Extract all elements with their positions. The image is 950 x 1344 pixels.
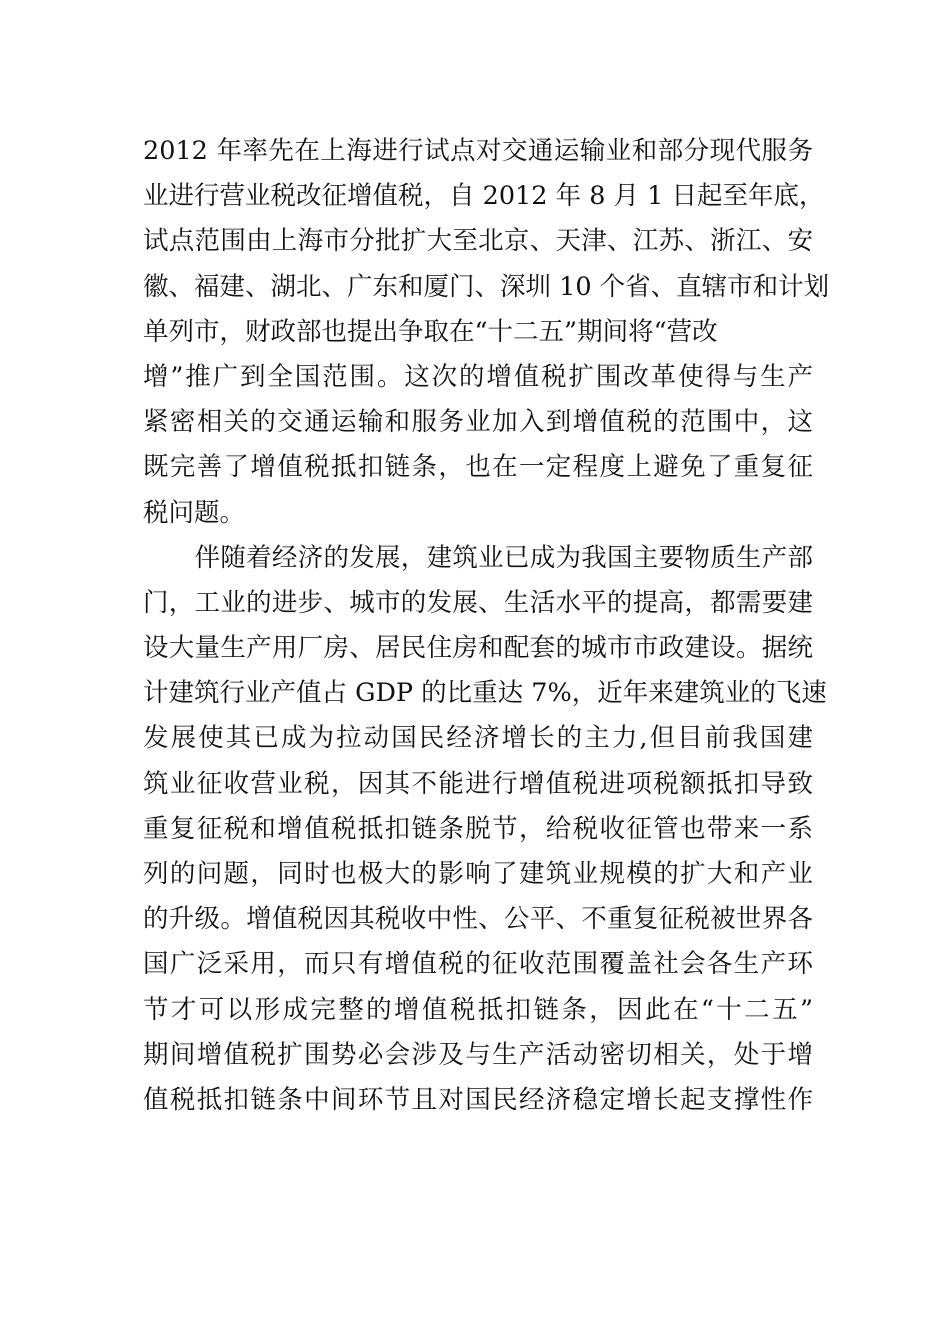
text-line: 单列市，财政部也提出争取在“十二五”期间将“营改 bbox=[143, 316, 718, 347]
paragraph-2 bbox=[143, 536, 827, 1123]
text-line: 国广泛采用，而只有增值税的征收范围覆盖社会各生产环 bbox=[143, 949, 813, 980]
text-line: 计建筑行业产值占 GDP 的比重达 7%，近年来建筑业的飞速 bbox=[143, 678, 827, 709]
text-line: 试点范围由上海市分批扩大至北京、天津、江苏、浙江、安 bbox=[143, 226, 813, 257]
text-line: 门，工业的进步、城市的发展、生活水平的提高，都需要建 bbox=[143, 587, 813, 618]
text-line: 业进行营业税改征增值税，自 2012 年 8 月 1 日起至年底， bbox=[143, 181, 825, 212]
text-line: 期间增值税扩围势必会涉及与生产活动密切相关，处于增 bbox=[143, 1039, 813, 1070]
text-line: 列的问题，同时也极大的影响了建筑业规模的扩大和产业 bbox=[143, 859, 813, 889]
text-line: 徽、福建、湖北、广东和厦门、深圳 10 个省、直辖市和计划 bbox=[143, 271, 830, 302]
text-line: 的升级。增值税因其税收中性、公平、不重复征税被世界各 bbox=[143, 904, 813, 935]
text-line: 值税抵扣链条中间环节且对国民经济稳定增长起支撑性作 bbox=[143, 1084, 813, 1115]
text-line: 伴随着经济的发展，建筑业已成为我国主要物质生产部 bbox=[143, 542, 813, 573]
text-line: 重复征税和增值税抵扣链条脱节，给税收征管也带来一系 bbox=[143, 813, 813, 844]
paragraph-1 bbox=[143, 129, 830, 536]
text-line: 2012 年率先在上海进行试点对交通运输业和部分现代服务 bbox=[143, 136, 813, 166]
text-line: 紧密相关的交通运输和服务业加入到增值税的范围中，这 bbox=[143, 407, 813, 438]
text-line: 税问题。 bbox=[143, 497, 246, 528]
text-line: 增”推广到全国范围。这次的增值税扩围改革使得与生产 bbox=[143, 361, 813, 392]
text-line: 节才可以形成完整的增值税抵扣链条，因此在“十二五” bbox=[143, 994, 813, 1025]
text-line: 既完善了增值税抵扣链条，也在一定程度上避免了重复征 bbox=[143, 452, 813, 483]
body-text bbox=[143, 129, 830, 1123]
text-line: 设大量生产用厂房、居民住房和配套的城市市政建设。据统 bbox=[143, 633, 813, 664]
text-line: 筑业征收营业税，因其不能进行增值税进项税额抵扣导致 bbox=[143, 768, 813, 799]
text-line: 发展使其已成为拉动国民经济增长的主力,但目前我国建 bbox=[143, 723, 813, 754]
